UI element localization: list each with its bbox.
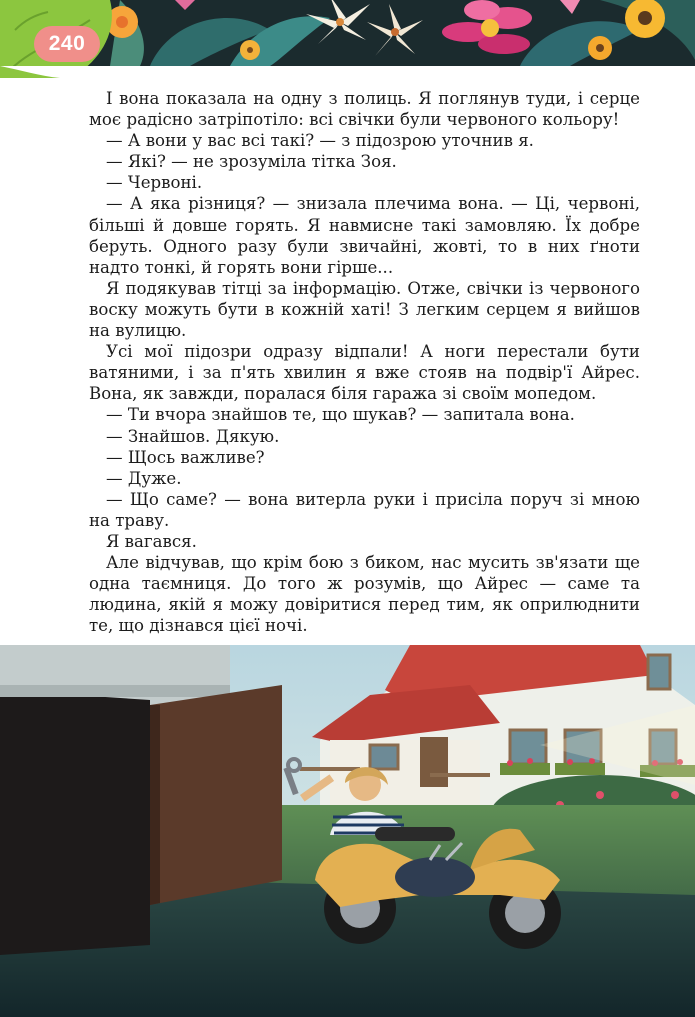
story-paragraph: — Червоні.: [106, 173, 203, 193]
story-text: [89, 88, 640, 636]
scooter-scene-icon: [0, 645, 695, 1017]
story-paragraph: І вона показала на одну з полиць. Я поглянув туди, і серце моє радісно затріпотіло: всі свічки були червоного кольору!: [89, 89, 640, 130]
story-paragraph: Усі мої підозри одразу відпали! А ноги перестали бути ватяними, і за п'ять хвилин я вже стояв на подвір'ї Айрес. Вона, як завжди, поралася біля гаража зі своїм мопедом.: [89, 342, 640, 404]
story-paragraph: Я вагався.: [106, 531, 197, 551]
story-paragraph: — Знайшов. Дякую.: [106, 426, 280, 446]
page-number-badge: 240: [34, 26, 100, 62]
story-paragraph: — Щось важливе?: [106, 447, 265, 467]
flower-decoration-icon: [0, 0, 695, 78]
story-paragraph: — А вони у вас всі такі? — з підозрою уточнив я.: [106, 131, 534, 151]
floral-header: [0, 0, 695, 78]
story-paragraph: — Які? — не зрозуміла тітка Зоя.: [106, 152, 397, 172]
story-paragraph: — Що саме? — вона витерла руки і присіла поруч зі мною на траву.: [89, 489, 640, 530]
story-paragraph: — Дуже.: [106, 468, 182, 488]
story-paragraph: Я подякував тітці за інформацію. Отже, свічки із червоного воску можуть бути в кожній хаті! З легким серцем я вийшов на вулицю.: [89, 278, 640, 341]
story-paragraph: — Ти вчора знайшов те, що шукав? — запитала вона.: [106, 405, 575, 425]
story-paragraph: Але відчував, що крім бою з биком, нас мусить зв'язати ще одна таємниця. До того ж розумів, що Айрес — саме та людина, якій я можу довіритися перед тим, як оприлюднити те, що дізнався цієї ночі.: [89, 553, 640, 636]
story-illustration: [0, 645, 695, 1017]
story-paragraph: — А яка різниця? — знизала плечима вона. — Ці, червоні, більші й довше горять. Я навмисне такі замовляю. Їх добре беруть. Одного разу були звичайні, жовті, то в них ґноти надто тонкі, й горять вони гірше...: [89, 194, 640, 277]
